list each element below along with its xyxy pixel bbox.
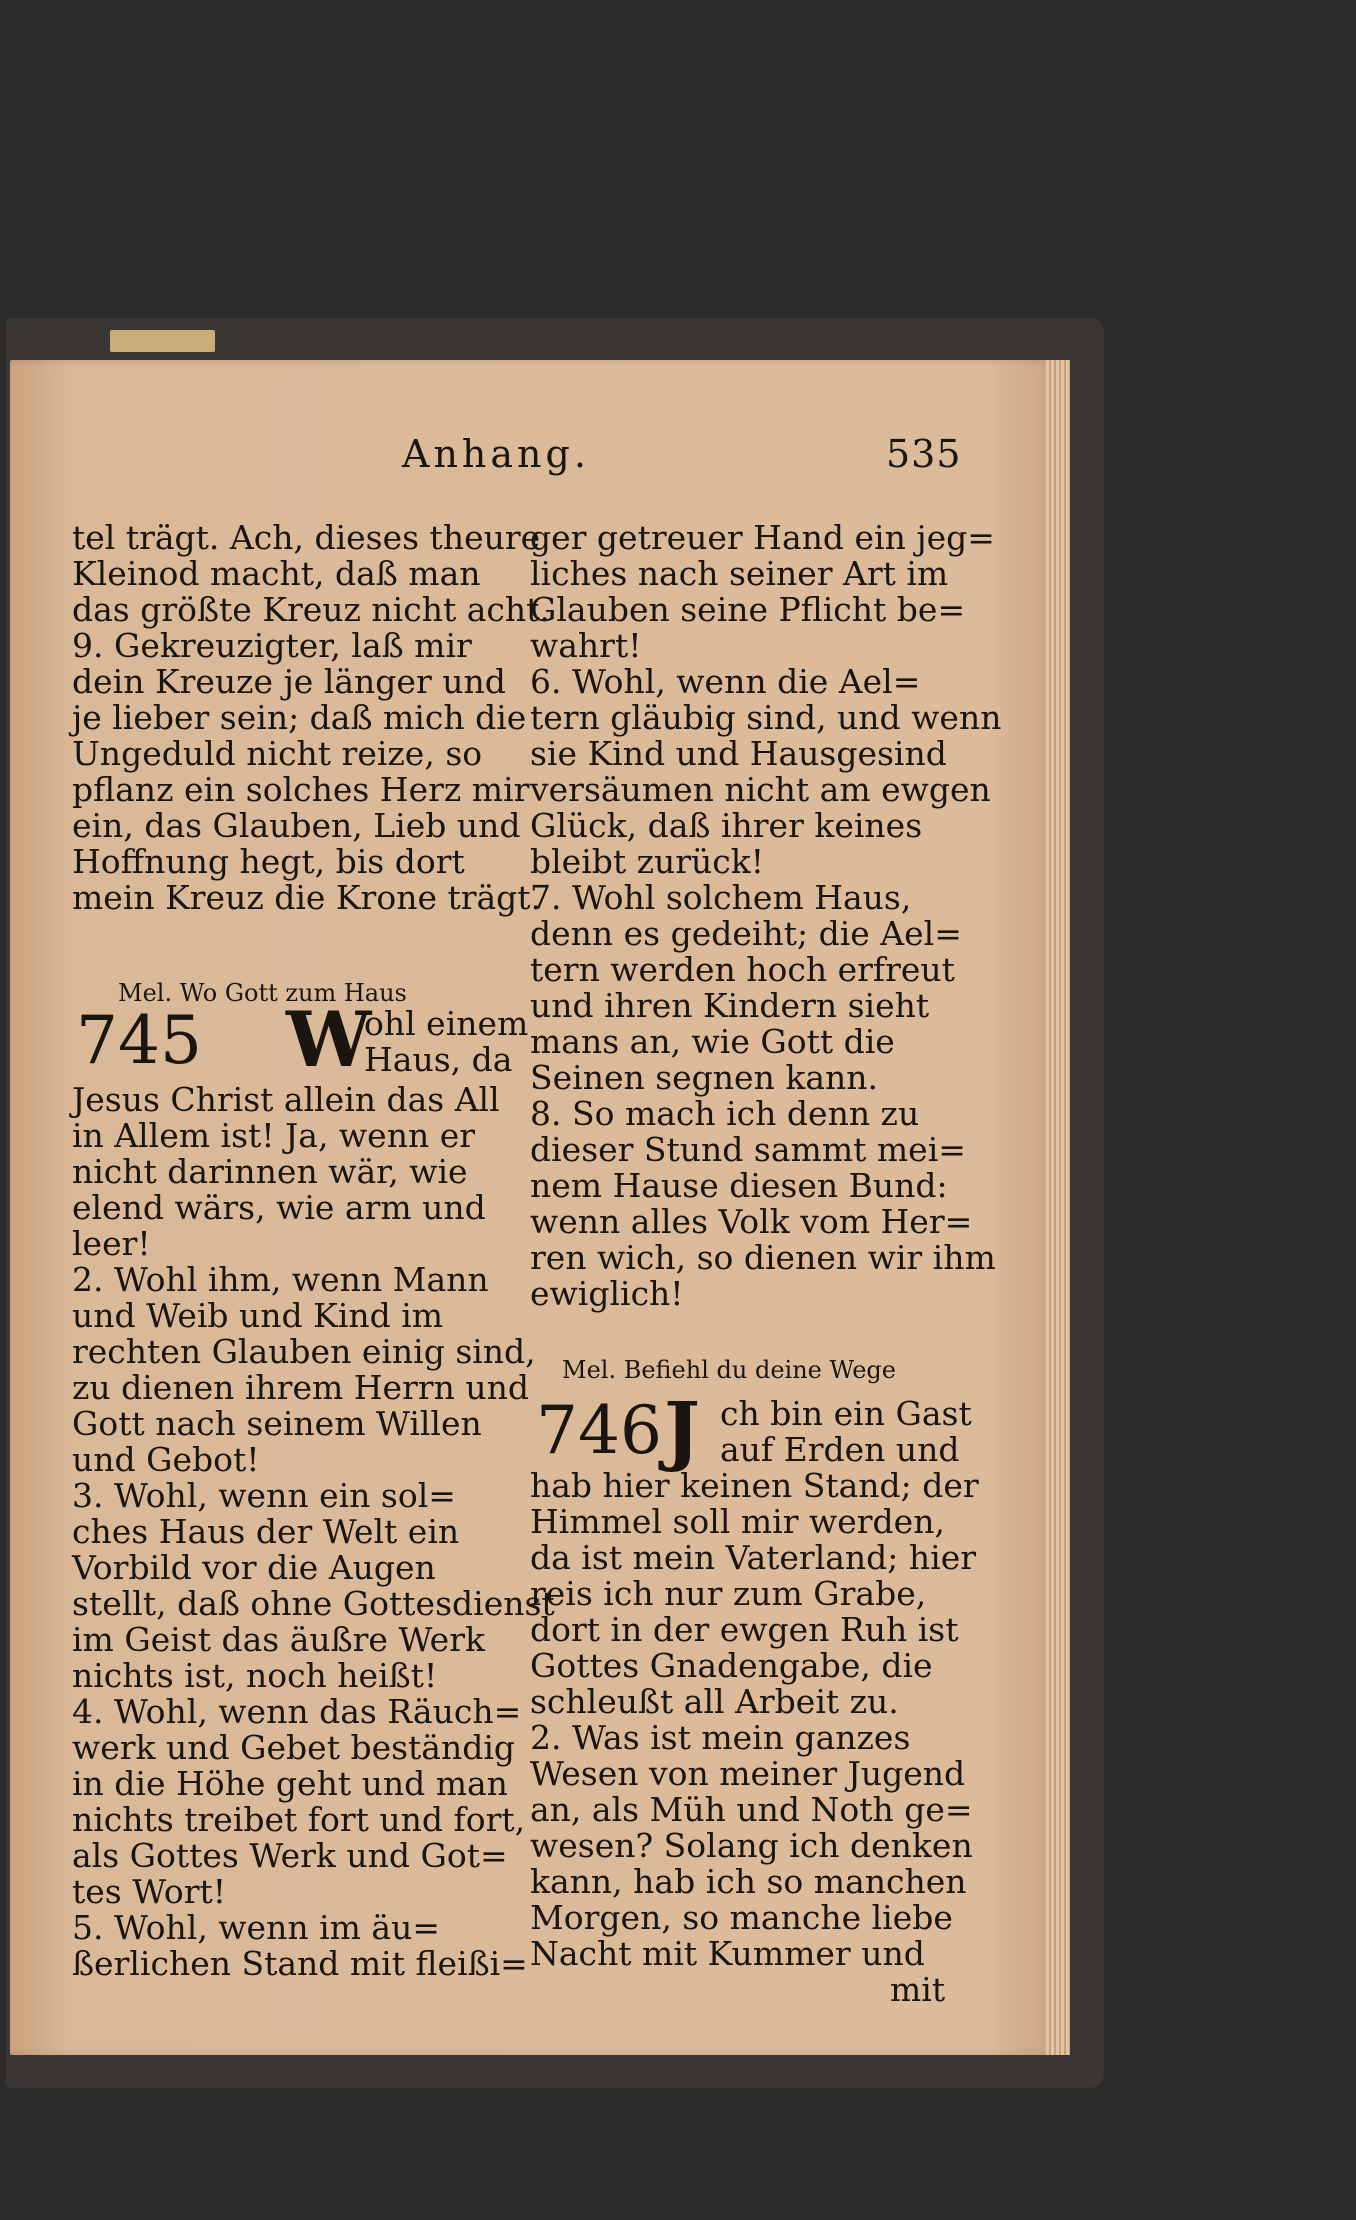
text-line: Glück, daß ihrer keines [530, 806, 923, 845]
hymn-number-746: 746 [536, 1392, 662, 1469]
text-line: 5. Wohl, wenn im äu= [72, 1908, 440, 1947]
text-line: leer! [72, 1224, 151, 1263]
text-line: auf Erden und [720, 1430, 960, 1469]
text-line: nichts treibet fort und fort, [72, 1800, 526, 1839]
melody-line-746: Mel. Befiehl du deine Wege [562, 1356, 896, 1384]
text-line: ein, das Glauben, Lieb und [72, 806, 521, 845]
text-line: tern werden hoch erfreut [530, 950, 955, 989]
text-line: wenn alles Volk vom Her= [530, 1202, 973, 1241]
text-line: pflanz ein solches Herz mir [72, 770, 530, 809]
text-line: und Weib und Kind im [72, 1296, 444, 1335]
text-line: 7. Wohl solchem Haus, [530, 878, 912, 917]
text-line: mans an, wie Gott die [530, 1022, 895, 1061]
text-line: Haus, da [364, 1040, 513, 1079]
page-tab [110, 330, 215, 352]
text-line: ßerlichen Stand mit fleißi= [72, 1944, 528, 1983]
text-line: das größte Kreuz nicht acht. [72, 590, 550, 629]
catchword: mit [890, 1970, 946, 2009]
text-line: denn es gedeiht; die Ael= [530, 914, 962, 953]
text-line: schleußt all Arbeit zu. [530, 1682, 899, 1721]
text-line: bleibt zurück! [530, 842, 765, 881]
text-line: wahrt! [530, 626, 642, 665]
text-line: da ist mein Vaterland; hier [530, 1538, 977, 1577]
text-line: dieser Stund sammt mei= [530, 1130, 966, 1169]
text-line: 2. Wohl ihm, wenn Mann [72, 1260, 489, 1299]
melody-line-745: Mel. Wo Gott zum Haus [118, 979, 407, 1007]
text-line: ches Haus der Welt ein [72, 1512, 460, 1551]
text-line: versäumen nicht am ewgen [530, 770, 991, 809]
text-line: Wesen von meiner Jugend [530, 1754, 966, 1793]
text-line: ewiglich! [530, 1274, 684, 1313]
text-line: kann, hab ich so manchen [530, 1862, 967, 1901]
text-line: hab hier keinen Stand; der [530, 1466, 979, 1505]
left-column-top [72, 520, 550, 916]
text-line: Gottes Gnadengabe, die [530, 1646, 933, 1685]
page-edge [1046, 360, 1070, 2055]
text-line: dein Kreuze je länger und [72, 662, 506, 701]
text-line: Jesus Christ allein das All [72, 1080, 500, 1119]
text-line: tel trägt. Ach, dieses theure [72, 518, 541, 557]
text-line: Hoffnung hegt, bis dort [72, 842, 465, 881]
text-line: Seinen segnen kann. [530, 1058, 878, 1097]
hymn-number-745: 745 [76, 1002, 202, 1079]
hymn-746-first-lines [720, 1396, 972, 1468]
text-line: im Geist das äußre Werk [72, 1620, 485, 1659]
text-line: ch bin ein Gast [720, 1394, 972, 1433]
text-line: in Allem ist! Ja, wenn er [72, 1116, 476, 1155]
text-line: Ungeduld nicht reize, so [72, 734, 483, 773]
text-line: 3. Wohl, wenn ein sol= [72, 1476, 456, 1515]
running-header: Anhang. [402, 432, 590, 476]
text-line: liches nach seiner Art im [530, 554, 949, 593]
text-line: rechten Glauben einig sind, [72, 1332, 536, 1371]
text-line: ren wich, so dienen wir ihm [530, 1238, 996, 1277]
text-line: Glauben seine Pflicht be= [530, 590, 966, 629]
text-line: Nacht mit Kummer und [530, 1934, 925, 1973]
text-line: nichts ist, noch heißt! [72, 1656, 438, 1695]
right-column-top [530, 520, 1001, 1312]
hymn-746-body [530, 1468, 979, 1972]
text-line: sie Kind und Hausgesind [530, 734, 947, 773]
text-line: Himmel soll mir werden, [530, 1502, 945, 1541]
text-line: 2. Was ist mein ganzes [530, 1718, 911, 1757]
text-line: Kleinod macht, daß man [72, 554, 481, 593]
text-line: ohl einem [364, 1004, 529, 1043]
text-line: dort in der ewgen Ruh ist [530, 1610, 959, 1649]
hymn-745-first-lines [364, 1006, 528, 1078]
text-line: tes Wort! [72, 1872, 227, 1911]
dropcap-745: W [286, 995, 372, 1084]
text-line: in die Höhe geht und man [72, 1764, 508, 1803]
text-line: an, als Müh und Noth ge= [530, 1790, 973, 1829]
text-line: je lieber sein; daß mich die [72, 698, 527, 737]
text-line: 9. Gekreuzigter, laß mir [72, 626, 472, 665]
text-line: 6. Wohl, wenn die Ael= [530, 662, 921, 701]
text-line: 8. So mach ich denn zu [530, 1094, 920, 1133]
text-line: Gott nach seinem Willen [72, 1404, 482, 1443]
text-line: mein Kreuz die Krone trägt. [72, 878, 542, 917]
text-line: Vorbild vor die Augen [72, 1548, 436, 1587]
text-line: wesen? Solang ich denken [530, 1826, 973, 1865]
text-line: nicht darinnen wär, wie [72, 1152, 468, 1191]
text-line: 4. Wohl, wenn das Räuch= [72, 1692, 522, 1731]
text-line: stellt, daß ohne Gottesdienst [72, 1584, 555, 1623]
text-line: tern gläubig sind, und wenn [530, 698, 1002, 737]
text-line: ger getreuer Hand ein jeg= [530, 518, 995, 557]
text-line: nem Hause diesen Bund: [530, 1166, 948, 1205]
page-number: 535 [886, 432, 962, 476]
text-line: werk und Gebet beständig [72, 1728, 516, 1767]
text-line: reis ich nur zum Grabe, [530, 1574, 927, 1613]
text-line: zu dienen ihrem Herrn und [72, 1368, 529, 1407]
text-line: und ihren Kindern sieht [530, 986, 930, 1025]
text-line: Morgen, so manche liebe [530, 1898, 953, 1937]
hymn-745-body [72, 1082, 555, 1982]
dropcap-746: J [664, 1385, 700, 1474]
text-line: elend wärs, wie arm und [72, 1188, 486, 1227]
text-line: und Gebot! [72, 1440, 260, 1479]
text-line: als Gottes Werk und Got= [72, 1836, 508, 1875]
